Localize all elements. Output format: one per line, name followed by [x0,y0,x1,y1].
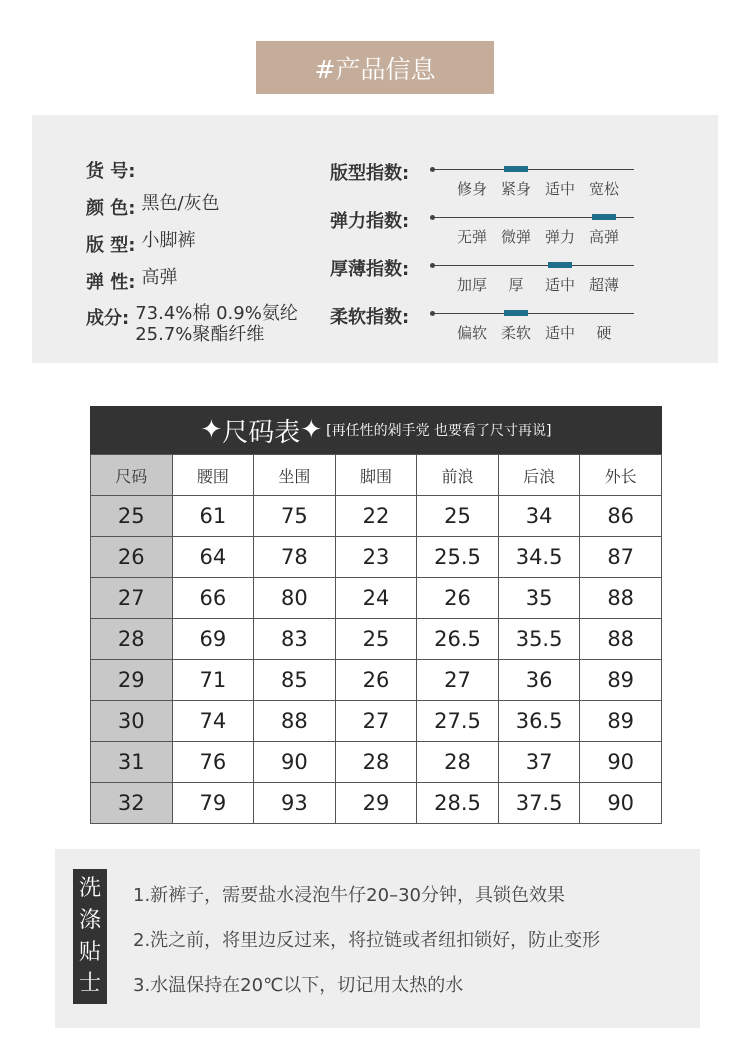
scale-marker [592,214,616,220]
size-cell: 32 [91,783,173,824]
measurement-cell: 90 [254,742,336,783]
measurement-cell: 26.5 [417,619,499,660]
index-softness-label: 柔软指数: [330,307,410,328]
table-row [91,619,662,660]
section-title-banner [256,41,494,94]
measurement-cell: 37.5 [498,783,580,824]
measurement-cell: 22 [335,496,417,537]
index-thickness-options [450,274,626,295]
option: 加厚 [456,276,487,294]
option: 偏软 [456,324,487,342]
column-header: 腰围 [172,455,254,496]
column-header: 坐围 [254,455,336,496]
size-chart-header [90,406,662,454]
size-chart-subtitle: [再任性的剁手党 也要看了尺寸再说] [326,423,552,439]
measurement-cell: 90 [580,783,662,824]
option: 适中 [544,324,575,342]
index-softness-options [450,322,626,343]
table-row [91,660,662,701]
material-line-1: 73.4%棉 0.9%氨纶 [135,303,298,324]
column-header: 后浪 [498,455,580,496]
measurement-cell: 83 [254,619,336,660]
measurement-cell: 93 [254,783,336,824]
measurement-cell: 88 [254,701,336,742]
section-title: #产品信息 [314,54,436,84]
option: 宽松 [588,180,619,198]
column-header: 尺码 [91,455,173,496]
option: 硬 [596,324,612,342]
option: 厚 [508,276,524,294]
measurement-cell: 75 [254,496,336,537]
attr-stretch-value: 高弹 [141,267,178,288]
attr-fit-value: 小脚裤 [141,230,196,251]
measurement-cell: 86 [580,496,662,537]
table-row [91,537,662,578]
attr-stretch-key: 弹 性: [86,272,136,293]
size-table [90,454,662,824]
scale-line [434,313,634,314]
attr-material-key: 成分: [86,308,130,329]
table-row [91,578,662,619]
wash-label-char: 涤 [78,907,101,933]
measurement-cell: 69 [172,619,254,660]
measurement-cell: 25 [417,496,499,537]
attr-fit-key: 版 型: [86,235,136,256]
option: 紧身 [500,180,531,198]
measurement-cell: 35.5 [498,619,580,660]
measurement-cell: 89 [580,660,662,701]
measurement-cell: 26 [335,660,417,701]
option: 超薄 [588,276,619,294]
attr-color [86,194,220,220]
measurement-cell: 35 [498,578,580,619]
measurement-cell: 27 [335,701,417,742]
measurement-cell: 88 [580,578,662,619]
option: 适中 [544,276,575,294]
wash-tips-label [73,869,107,1004]
measurement-cell: 28.5 [417,783,499,824]
measurement-cell: 37 [498,742,580,783]
measurement-cell: 66 [172,578,254,619]
sparkle-icon: ✦ [300,415,323,445]
option: 柔软 [500,324,531,342]
option: 无弹 [456,228,487,246]
option: 适中 [544,180,575,198]
measurement-cell: 34.5 [498,537,580,578]
measurement-cell: 87 [580,537,662,578]
measurement-cell: 28 [335,742,417,783]
sparkle-icon: ✦ [200,415,223,445]
attr-material [86,304,298,345]
size-cell: 28 [91,619,173,660]
attr-stretch [86,268,177,294]
index-softness [330,303,670,348]
scale-marker [504,310,528,316]
attr-sku [86,157,141,183]
measurement-cell: 74 [172,701,254,742]
wash-tip-2: 2.洗之前，将里边反过来，将拉链或者纽扣锁好，防止变形 [133,930,601,951]
measurement-cell: 71 [172,660,254,701]
scale-line [434,169,634,170]
material-line-2: 25.7%聚酯纤维 [135,323,265,345]
measurement-cell: 25 [335,619,417,660]
measurement-cell: 28 [417,742,499,783]
scale-marker [548,262,572,268]
attr-color-key: 颜 色: [86,198,136,219]
wash-label-char: 士 [78,971,101,997]
scale-line [434,265,634,266]
measurement-cell: 80 [254,578,336,619]
table-row [91,701,662,742]
measurement-cell: 34 [498,496,580,537]
index-thickness-label: 厚薄指数: [330,259,410,280]
measurement-cell: 36.5 [498,701,580,742]
table-row [91,783,662,824]
size-cell: 29 [91,660,173,701]
index-fit-label: 版型指数: [330,163,410,184]
column-header: 前浪 [417,455,499,496]
wash-tip-1: 1.新裤子，需要盐水浸泡牛仔20–30分钟，具锁色效果 [133,885,565,906]
measurement-cell: 85 [254,660,336,701]
table-row [91,496,662,537]
index-thickness [330,255,670,300]
measurement-cell: 79 [172,783,254,824]
scale-marker [504,166,528,172]
measurement-cell: 90 [580,742,662,783]
index-stretch-options [450,226,626,247]
measurement-cell: 89 [580,701,662,742]
measurement-cell: 61 [172,496,254,537]
wash-label-char: 贴 [78,939,101,965]
index-stretch-label: 弹力指数: [330,211,410,232]
measurement-cell: 26 [417,578,499,619]
table-row [91,742,662,783]
measurement-cell: 24 [335,578,417,619]
measurement-cell: 88 [580,619,662,660]
size-cell: 26 [91,537,173,578]
table-header-row [91,455,662,496]
index-fit-options [450,178,626,199]
column-header: 外长 [580,455,662,496]
measurement-cell: 25.5 [417,537,499,578]
measurement-cell: 36 [498,660,580,701]
option: 修身 [456,180,487,198]
measurement-cell: 76 [172,742,254,783]
wash-label-char: 洗 [78,875,101,901]
size-cell: 27 [91,578,173,619]
index-fit [330,159,670,204]
column-header: 脚围 [335,455,417,496]
size-cell: 30 [91,701,173,742]
wash-tip-3: 3.水温保持在20℃以下，切记用太热的水 [133,975,464,996]
size-cell: 25 [91,496,173,537]
attr-material-value [135,304,298,345]
attr-sku-key: 货 号: [86,161,136,182]
attr-fit [86,231,195,257]
measurement-cell: 29 [335,783,417,824]
size-table-body [91,496,662,824]
measurement-cell: 64 [172,537,254,578]
option: 弹力 [544,228,575,246]
option: 微弹 [500,228,531,246]
size-cell: 31 [91,742,173,783]
measurement-cell: 23 [335,537,417,578]
index-stretch [330,207,670,252]
attr-color-value: 黑色/灰色 [141,193,220,214]
measurement-cell: 27 [417,660,499,701]
size-chart-title: 尺码表 [222,417,301,448]
measurement-cell: 27.5 [417,701,499,742]
measurement-cell: 78 [254,537,336,578]
option: 高弹 [588,228,619,246]
